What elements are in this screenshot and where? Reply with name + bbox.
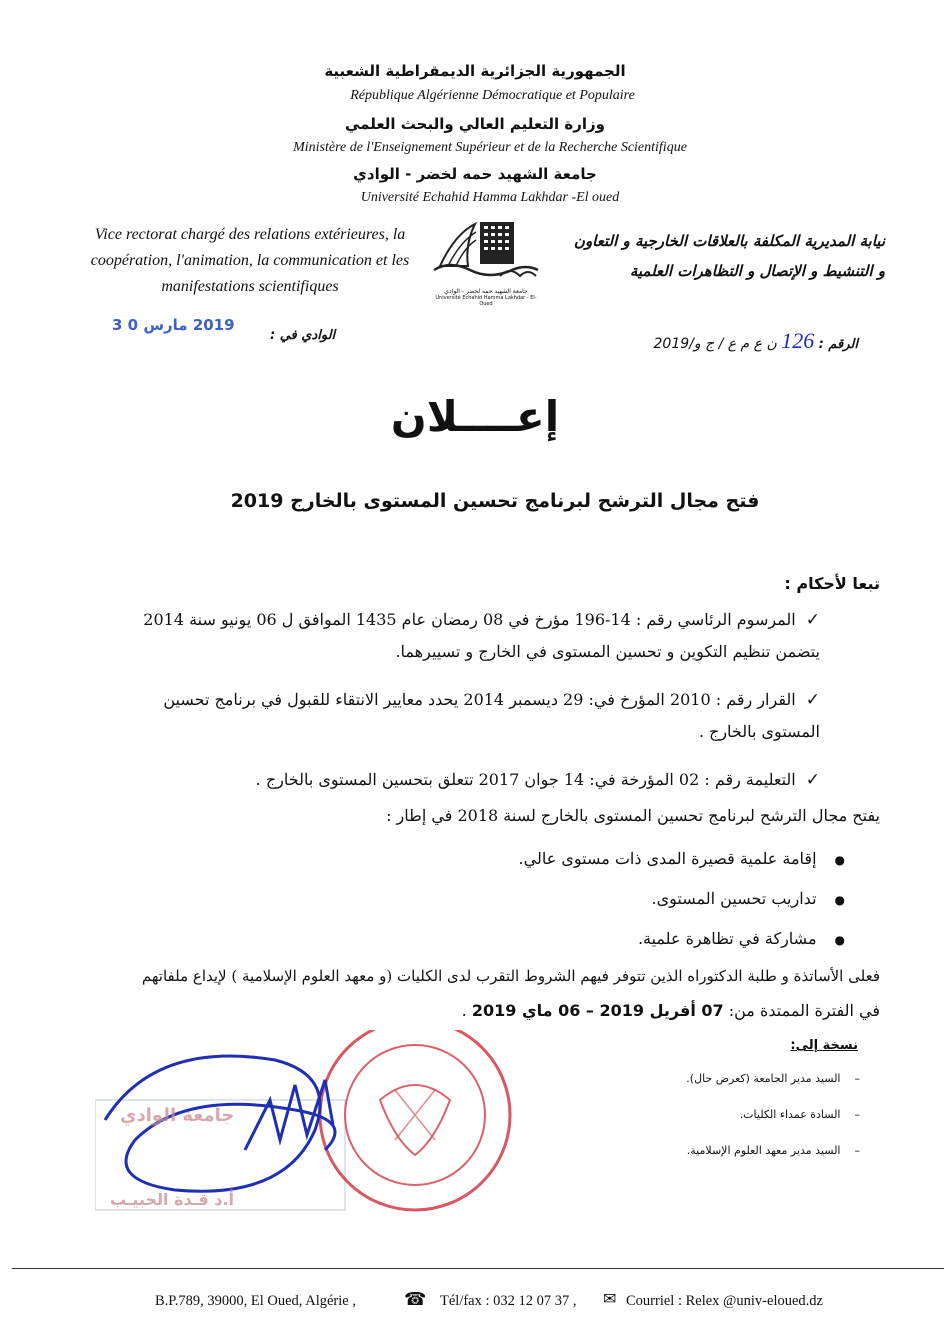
bullet-icon: ● <box>834 853 845 867</box>
vice-rectorat-ar-line2: و التنشيط و الإتصال و التظاهرات العلمية <box>629 262 885 280</box>
date-stamp: 2019 مارس 0 3 <box>112 316 235 334</box>
checkmark-icon: ✓ <box>805 690 820 710</box>
dash-icon: – <box>854 1144 860 1157</box>
header-ministry-ar: وزارة التعليم العالي والبحث العلمي <box>344 115 606 133</box>
reference-number-suffix: ن ع م ع / ج و/2019 <box>653 336 777 352</box>
logo-caption-fr: Université Echahid Hamma Lakhdar - El-Oued <box>435 295 537 307</box>
stamp-text: جامعة الوادي <box>120 1105 235 1126</box>
reference-number <box>654 328 858 354</box>
announcement-title: إعــــلان <box>390 392 560 441</box>
vice-rectorat-fr: Vice rectorat chargé des relations extérieures, la coopération, l'animation, la communication et les manifestations scientifiques <box>90 226 410 295</box>
program-type-3: ●مشاركة في تظاهرة علمية. <box>637 929 845 948</box>
logo-caption-ar: جامعة الشهيد حمه لخضر - الوادي <box>444 288 528 295</box>
mail-icon: ✉ <box>603 1289 617 1308</box>
bullet-icon: ● <box>834 893 845 907</box>
copy-item-3: – السيد مدير معهد العلوم الإسلامية. <box>686 1144 860 1157</box>
closing-line-1: فعلى الأساتذة و طلبة الدكتوراه الذين تتوفر فيهم الشروط التقرب لدى الكليات (و معهد العلوم الإسلامية ) لإيداع ملفاتهم <box>141 967 880 985</box>
footer-email: Courriel : Relex @univ-eloued.dz <box>626 1293 823 1309</box>
header-republic-fr: République Algérienne Démocratique et Populaire <box>350 88 635 103</box>
checkmark-icon: ✓ <box>805 610 820 630</box>
reference-number-value: 126 <box>781 328 815 353</box>
footer-address: B.P.789, 39000, El Oued, Algérie , <box>155 1293 356 1309</box>
copy-item-1: – السيد مدير الجامعة (كعرض حال). <box>686 1072 860 1085</box>
dash-icon: – <box>854 1072 860 1085</box>
header-university-fr: Université Echahid Hamma Lakhdar -El oued <box>360 190 620 205</box>
closing-dates: 07 أفريل 2019 – 06 ماي 2019 <box>471 1001 724 1020</box>
signatory-name: أ.د قـدة الحبيـب <box>110 1190 235 1209</box>
decree-item-1: ✓المرسوم الرئاسي رقم : 14-196 مؤرخ في 08 رمضان عام 1435 الموافق ل 06 يونيو سنة 2014 يتضمن تنظيم التكوين و تحسين المستوى في الخارج و تسييرهما. <box>143 610 820 661</box>
dash-icon: – <box>854 1108 860 1121</box>
decree-item-2: ✓القرار رقم : 2010 المؤرخ في: 29 ديسمبر 2014 يحدد معايير الانتقاء للقبول في برنامج تحسين المستوى بالخارج . <box>163 690 820 741</box>
header-ministry-fr: Ministère de l'Enseignement Supérieur et de la Recherche Scientifique <box>293 140 687 155</box>
checkmark-icon: ✓ <box>805 770 820 790</box>
vice-rectorat-ar-line1: نيابة المديرية المكلفة بالعلاقات الخارجية و التعاون <box>573 232 885 250</box>
bullet-icon: ● <box>834 933 845 947</box>
copy-item-2: – السادة عمداء الكليات. <box>739 1108 860 1121</box>
program-type-2: ●تداريب تحسين المستوى. <box>651 889 845 908</box>
decree-item-3: ✓التعليمة رقم : 02 المؤرخة في: 14 جوان 2017 تتعلق بتحسين المستوى بالخارج . <box>255 770 820 790</box>
header-republic-ar: الجمهورية الجزائرية الديمقراطية الشعبية <box>324 62 626 80</box>
university-logo <box>430 214 542 307</box>
reference-number-label: الرقم : <box>818 337 858 352</box>
program-opening: يفتح مجال الترشح لبرنامج تحسين المستوى بالخارج لسنة 2018 في إطار : <box>386 806 880 825</box>
pursuant-heading: تبعا لأحكام : <box>784 574 880 593</box>
announcement-subtitle: فتح مجال الترشح لبرنامج تحسين المستوى بالخارج 2019 <box>230 490 760 512</box>
place-label: الوادي في : <box>270 328 336 343</box>
copies-label: نسخة إلى: <box>790 1038 858 1053</box>
university-logo-icon <box>430 214 542 284</box>
footer-telfax: Tél/fax : 032 12 07 37 , <box>440 1293 577 1309</box>
phone-icon: ☎ <box>404 1289 427 1310</box>
header-university-ar: جامعة الشهيد حمه لخضر - الوادي <box>353 165 597 183</box>
footer-divider <box>12 1268 944 1269</box>
closing-line-2: في الفترة الممتدة من: 07 أفريل 2019 – 06 ماي 2019 . <box>461 1001 880 1020</box>
program-type-1: ●إقامة علمية قصيرة المدى ذات مستوى عالي. <box>518 849 845 868</box>
